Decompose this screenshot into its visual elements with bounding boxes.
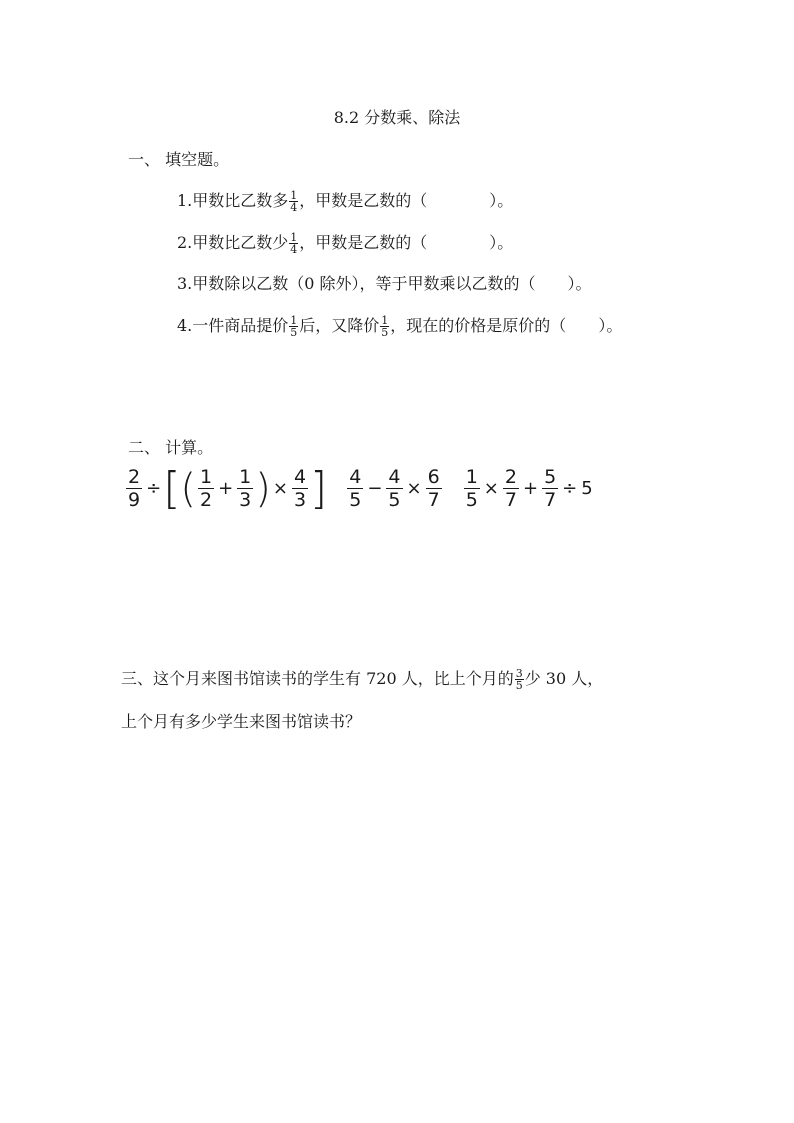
question-1-text-2: ，甲数是乙数的（ xyxy=(299,191,428,210)
question-1: 1.甲数比乙数多 $\frac{1}{4}$ ，甲数是乙数的（ ）。 xyxy=(177,189,514,214)
section3-problem-line2: 上个月有多少学生来图书馆读书？ xyxy=(121,712,362,731)
page-title: 8.2 分数乘、除法 xyxy=(333,108,461,127)
question-2-text-2: ，甲数是乙数的（ xyxy=(299,233,428,252)
fraction: $\frac{2}{7}$ xyxy=(504,466,517,511)
fraction: $\frac{1}{5}$ xyxy=(290,314,298,339)
question-1-text: 1.甲数比乙数多 xyxy=(177,191,289,210)
calculation-expressions: $\frac{2}{9}$ ÷ [ ( 1 2 + $\frac{1}{3}$ ) × $\frac{4}{3}$ ] 4 5 − $\frac{4}{5}$ × $\frac{6}{7}$ $\frac{1}{5}$ × $\frac{2}{7}$ + $\frac{5}{7}$ ÷ 5 xyxy=(128,462,593,514)
fraction: $\frac{1}{4}$ xyxy=(290,231,298,256)
fraction: $\frac{1}{4}$ xyxy=(290,189,298,214)
section1-heading: 一、 填空题。 xyxy=(128,150,230,169)
fraction: $\frac{1}{5}$ xyxy=(465,466,478,511)
fraction: $\frac{2}{9}$ xyxy=(128,466,141,511)
fraction: $\frac{4}{5}$ xyxy=(388,466,401,511)
fraction: $\frac{4}{3}$ xyxy=(293,466,307,511)
fraction: 1 2 xyxy=(199,466,213,511)
fraction: $\frac{1}{5}$ xyxy=(381,314,389,339)
fraction: $\frac{6}{7}$ xyxy=(427,466,440,511)
question-2: 2.甲数比乙数少 $\frac{1}{4}$ ，甲数是乙数的（ ）。 xyxy=(177,231,514,256)
question-4: 4.一件商品提价 $\frac{1}{5}$ 后，又降价 $\frac{1}{5}$ ，现在的价格是原价的（ ）。 xyxy=(177,314,623,339)
question-3-text: 3.甲数除以乙数（0 除外），等于甲数乘以乙数的（ xyxy=(177,274,536,293)
question-2-text: 2.甲数比乙数少 xyxy=(177,233,289,252)
fraction: 4 5 xyxy=(349,466,362,511)
section2-heading: 二、 计算。 xyxy=(128,438,214,457)
question-3: 3.甲数除以乙数（0 除外），等于甲数乘以乙数的（ ）。 xyxy=(177,274,592,293)
section3-problem-line1: 三、这个月来图书馆读书的学生有 720 人，比上个月的 $\frac{3}{5}$ 少 30 人， xyxy=(121,667,604,692)
fraction: $\frac{1}{3}$ xyxy=(239,466,252,511)
fraction: $\frac{5}{7}$ xyxy=(544,466,557,511)
question-4-text: 4.一件商品提价 xyxy=(177,316,289,335)
fraction: $\frac{3}{5}$ xyxy=(515,667,523,692)
